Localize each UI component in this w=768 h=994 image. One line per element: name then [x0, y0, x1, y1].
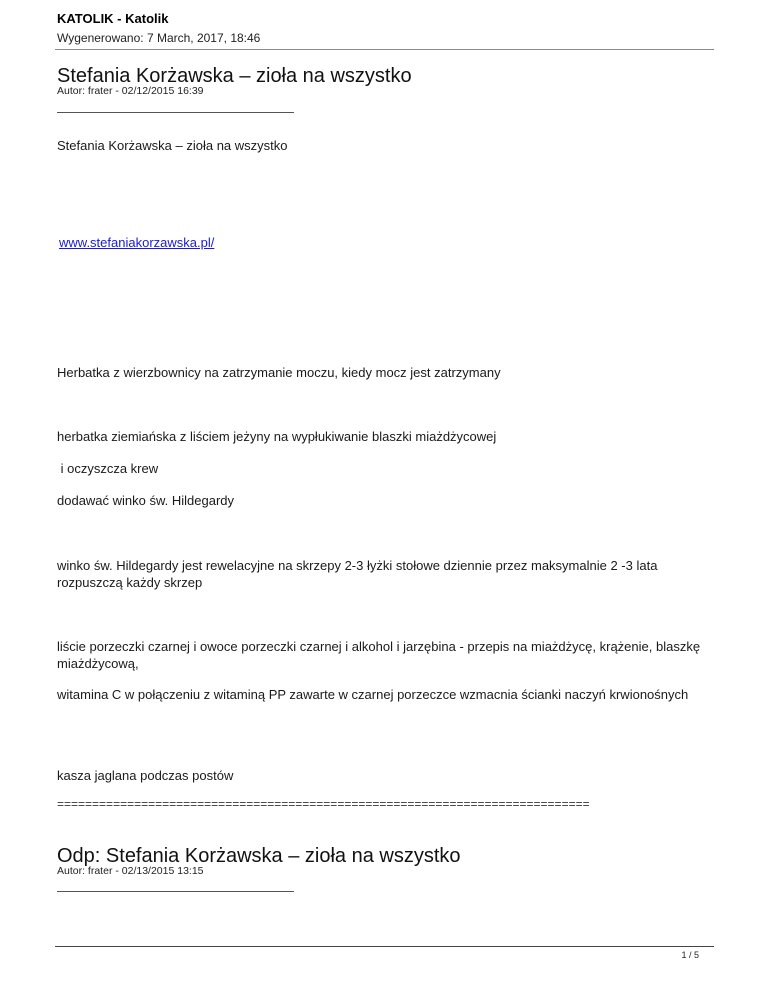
post-divider: [57, 112, 294, 113]
post-title: Stefania Korżawska – zioła na wszystko: [57, 65, 412, 87]
paragraph: winko św. Hildegardy jest rewelacyjne na skrzepy 2-3 łyżki stołowe dziennie przez maksymalnie 2 -3 lata rozpuszczą każdy skrzep: [57, 558, 658, 590]
generated-timestamp: Wygenerowano: 7 March, 2017, 18:46: [57, 31, 261, 45]
post-separator: ============================================================================: [57, 797, 590, 811]
site-title: KATOLIK - Katolik: [57, 11, 169, 26]
page-number: 1 / 5: [681, 950, 699, 960]
reply-title: Odp: Stefania Korżawska – zioła na wszystko: [57, 845, 461, 867]
paragraph: herbatka ziemiańska z liściem jeżyny na wypłukiwanie blaszki miażdżycowej: [57, 429, 497, 444]
post-meta: Autor: frater - 02/12/2015 16:39: [57, 85, 204, 97]
post-body-title: Stefania Korżawska – zioła na wszystko: [57, 138, 288, 153]
footer-divider: [55, 946, 714, 947]
paragraph: liście porzeczki czarnej i owoce porzeczki czarnej i alkohol i jarzębina - przepis na miażdżycę, krążenie, blaszkę miażdżycową,: [57, 639, 701, 671]
paragraph: witamina C w połączeniu z witaminą PP zawarte w czarnej porzeczce wzmacnia ścianki naczyń krwionośnych: [57, 687, 689, 702]
paragraph: kasza jaglana podczas postów: [57, 768, 234, 783]
header-divider: [55, 49, 714, 50]
reply-meta: Autor: frater - 02/13/2015 13:15: [57, 865, 204, 877]
paragraph: Herbatka z wierzbownicy na zatrzymanie moczu, kiedy mocz jest zatrzymany: [57, 365, 501, 380]
website-link[interactable]: www.stefaniakorzawska.pl/: [59, 235, 215, 250]
paragraph: i oczyszcza krew: [57, 461, 159, 476]
paragraph: dodawać winko św. Hildegardy: [57, 493, 235, 508]
reply-divider: [57, 891, 294, 892]
website-link-row: [59, 234, 719, 251]
